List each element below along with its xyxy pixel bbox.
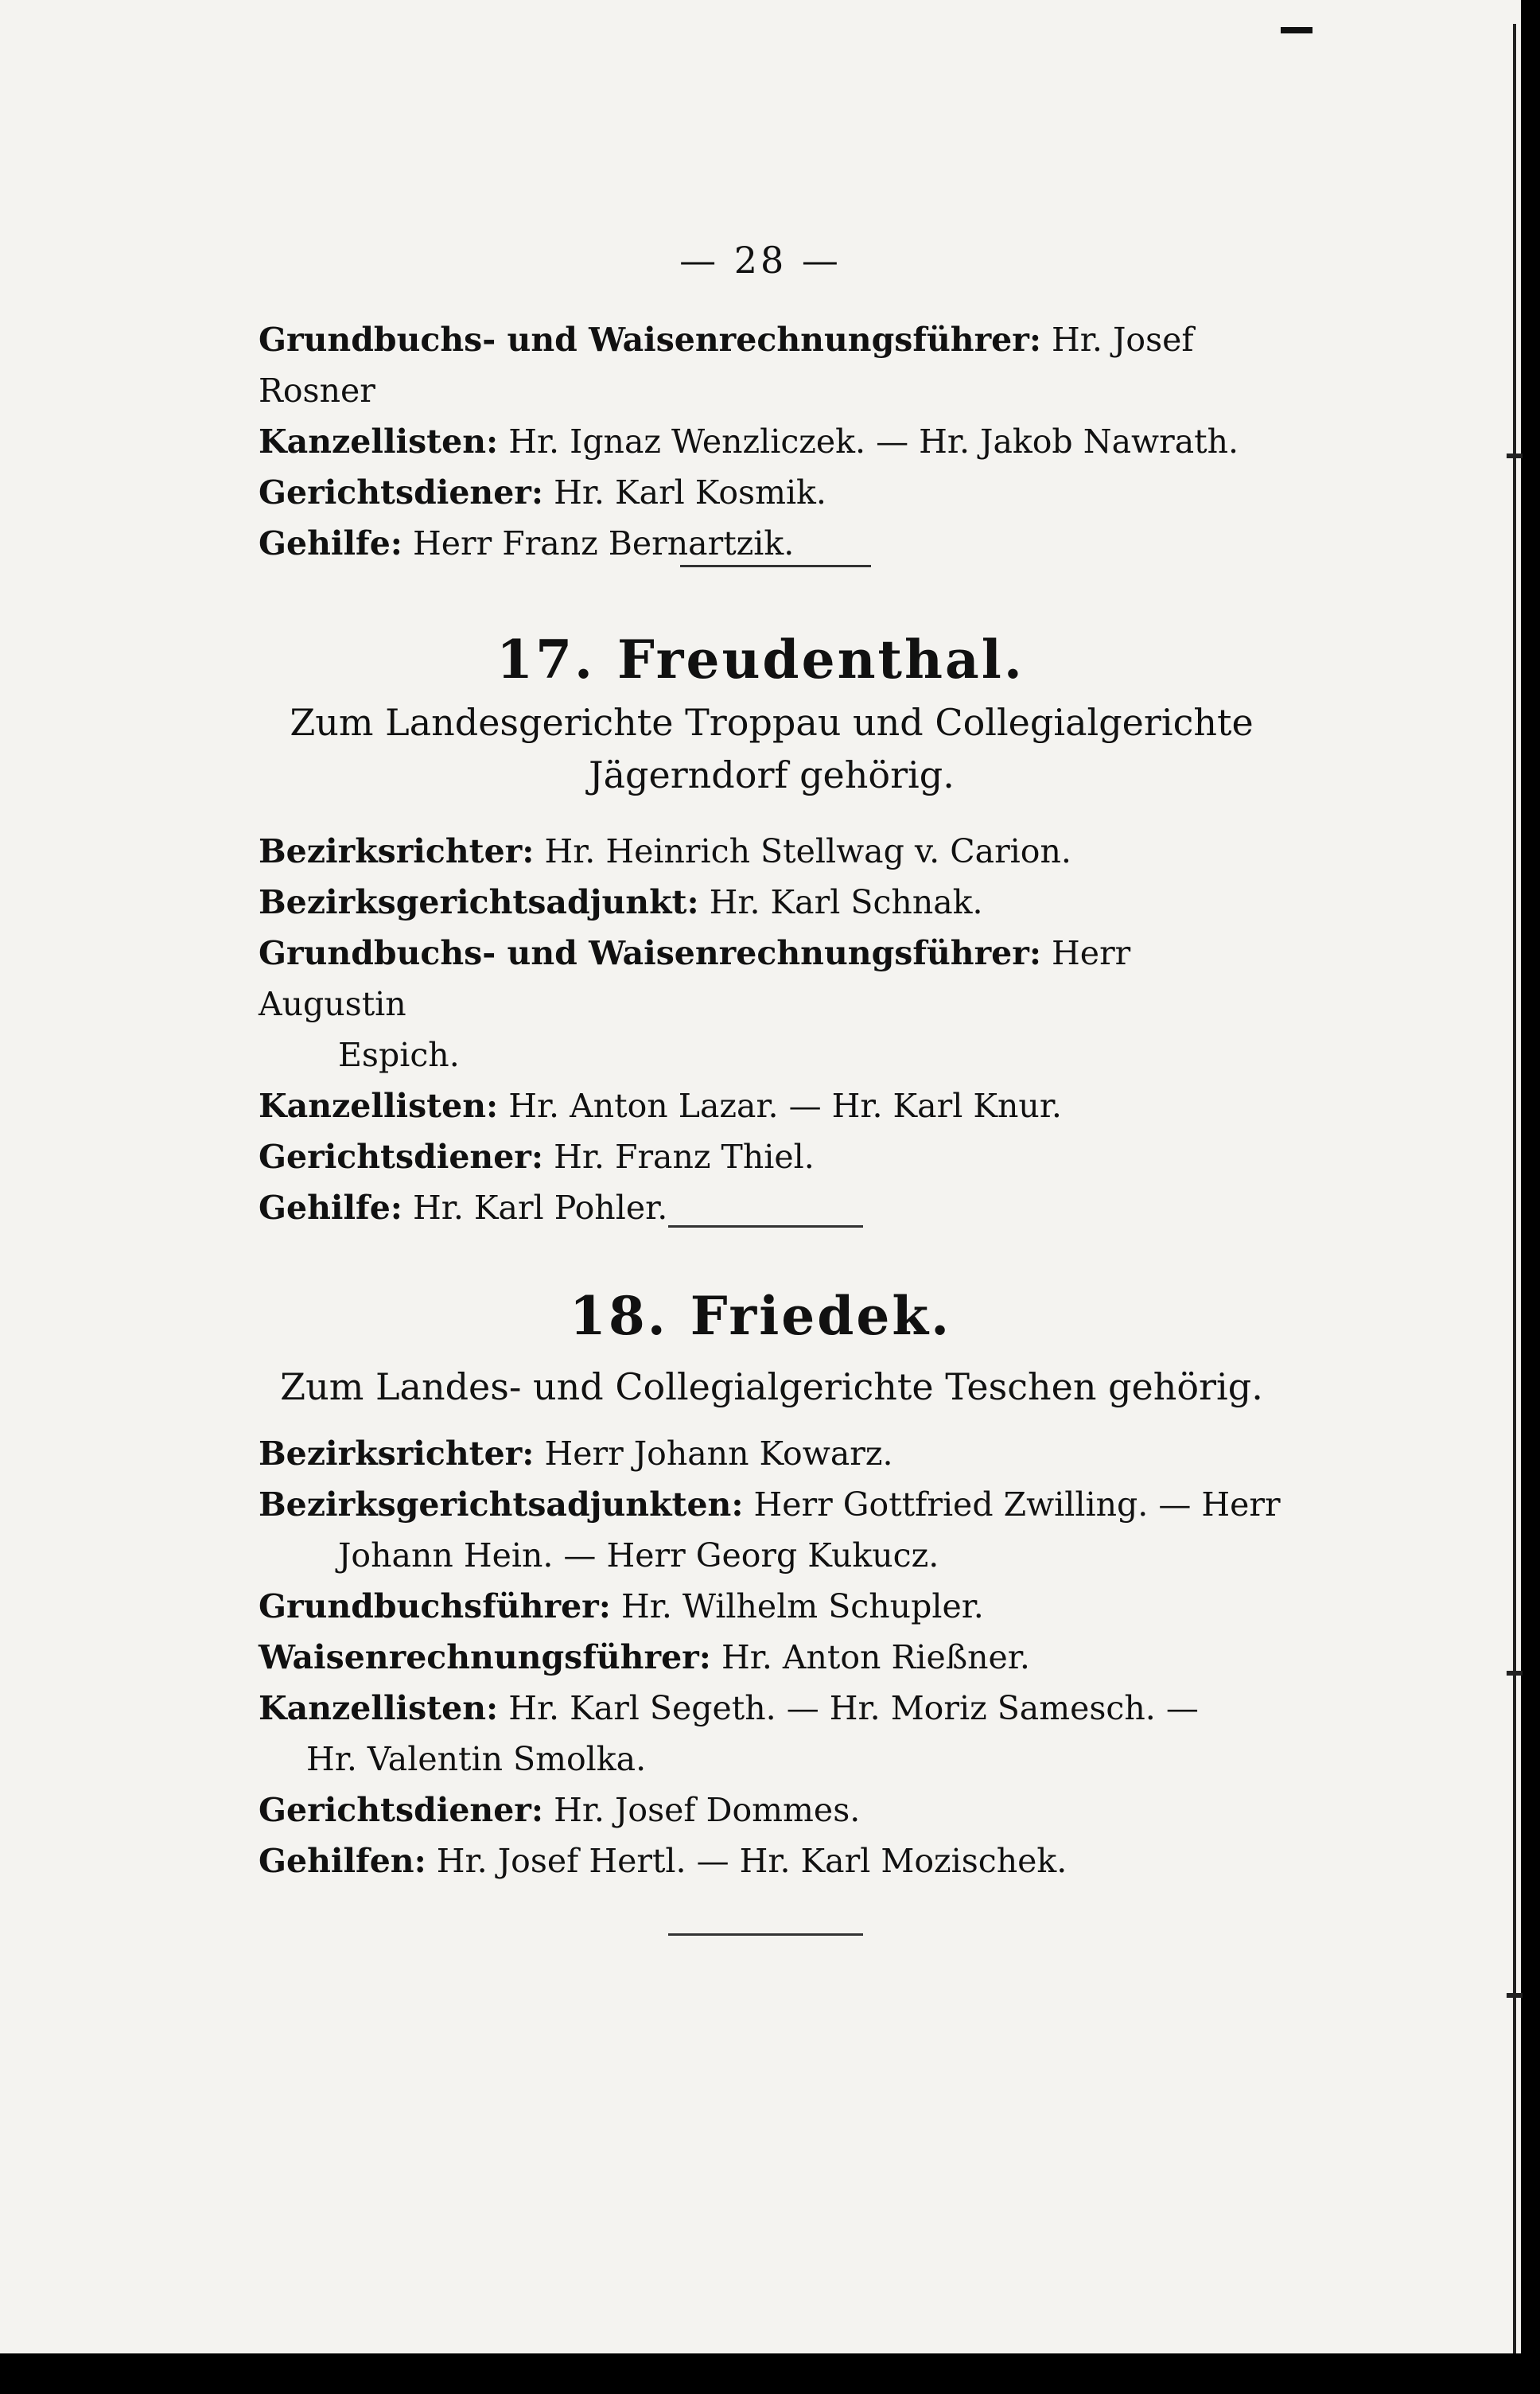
section-divider — [668, 1225, 863, 1228]
section-heading — [0, 629, 1521, 691]
entry-text: Herr Franz Bernartzik. — [412, 524, 795, 562]
entry-role: Gehilfe: — [259, 1189, 402, 1227]
entry — [259, 1428, 1285, 1479]
entry — [259, 1479, 1285, 1581]
section-18-entries — [259, 1428, 1285, 1886]
section-17-entries — [259, 826, 1285, 1233]
entry-role: Bezirksgerichtsadjunkt: — [259, 883, 699, 921]
entry — [259, 518, 1285, 569]
entry — [259, 416, 1285, 467]
entry-text: Hr. Josef Dommes. — [554, 1791, 861, 1829]
entry-role: Kanzellisten: — [259, 1087, 499, 1125]
entry — [259, 314, 1285, 416]
section-continued — [259, 314, 1285, 569]
section-heading — [0, 1285, 1521, 1347]
entry-role: Gerichtsdiener: — [259, 1791, 544, 1829]
edge-tick — [1507, 453, 1522, 458]
section-divider — [680, 565, 871, 567]
entry-text: Herr Gottfried Zwilling. — Herr — [753, 1485, 1281, 1524]
entry-text: Hr. Karl Schnak. — [709, 883, 983, 921]
entry-text: Hr. Karl Segeth. — Hr. Moriz Samesch. — — [508, 1689, 1199, 1727]
top-edge-mark — [1281, 27, 1312, 33]
edge-tick — [1507, 1993, 1522, 1998]
entry-role: Bezirksrichter: — [259, 832, 535, 870]
entry-text: Hr. Anton Lazar. — Hr. Karl Knur. — [508, 1087, 1062, 1125]
section-number: 17. — [496, 629, 595, 691]
entry — [259, 1581, 1285, 1632]
entry-text: Hr. Karl Pohler. — [412, 1189, 668, 1227]
entry — [259, 1632, 1285, 1683]
entry-role: Gerichtsdiener: — [259, 473, 544, 512]
section-number: 18. — [569, 1285, 668, 1347]
entry-role: Gerichtsdiener: — [259, 1138, 544, 1176]
page-edge-rule — [1513, 24, 1516, 2353]
page-number: — 28 — — [679, 239, 842, 282]
entry-role: Bezirksrichter: — [259, 1434, 535, 1473]
entry-text: Hr. Heinrich Stellwag v. Carion. — [544, 832, 1071, 870]
entry-continuation: Hr. Valentin Smolka. — [306, 1740, 647, 1778]
entry-text: Hr. Wilhelm Schupler. — [620, 1587, 984, 1625]
entry-role: Gehilfen: — [259, 1842, 426, 1880]
section-subtitle: Zum Landes- und Collegialgerichte Teschen gehörig. — [280, 1365, 1263, 1408]
entry-text: Hr. Franz Thiel. — [554, 1138, 815, 1176]
entry-continuation: Johann Hein. — Herr Georg Kukucz. — [338, 1536, 939, 1575]
section-divider — [668, 1933, 863, 1936]
entry-text: Herr Johann Kowarz. — [544, 1434, 893, 1473]
entry — [259, 1080, 1285, 1131]
entry-text: Herr Augustin — [259, 934, 1131, 1023]
entry-role: Grundbuchs- und Waisenrechnungsführer: — [259, 321, 1041, 359]
section-title: Friedek. — [690, 1285, 952, 1347]
entry — [259, 877, 1285, 928]
entry — [259, 467, 1285, 518]
entry-text: Hr. Josef Rosner — [259, 321, 1194, 410]
section-subtitle: Zum Landesgerichte Troppau und Collegialgerichte Jägerndorf gehörig. — [290, 701, 1254, 796]
entry — [259, 928, 1285, 1080]
entry-role: Kanzellisten: — [259, 1689, 499, 1727]
entry-role: Grundbuchsführer: — [259, 1587, 611, 1625]
entry — [259, 1835, 1285, 1886]
entry-text: Hr. Karl Kosmik. — [554, 473, 826, 512]
entry — [259, 1131, 1285, 1182]
entry-role: Gehilfe: — [259, 524, 402, 562]
entry-role: Grundbuchs- und Waisenrechnungsführer: — [259, 934, 1041, 972]
entry-continuation: Espich. — [338, 1036, 460, 1074]
entry — [259, 1683, 1285, 1785]
entry-role: Waisenrechnungsführer: — [259, 1638, 711, 1676]
entry-text: Hr. Anton Rießner. — [721, 1638, 1030, 1676]
entry-text: Hr. Ignaz Wenzliczek. — Hr. Jakob Nawrath. — [508, 422, 1239, 461]
section-title: Freudenthal. — [616, 629, 1025, 691]
entry — [259, 1785, 1285, 1835]
entry — [259, 826, 1285, 877]
entry-role: Kanzellisten: — [259, 422, 499, 461]
entry-role: Bezirksgerichtsadjunkten: — [259, 1485, 744, 1524]
edge-tick — [1507, 1671, 1522, 1676]
entry-text: Hr. Josef Hertl. — Hr. Karl Mozischek. — [436, 1842, 1068, 1880]
